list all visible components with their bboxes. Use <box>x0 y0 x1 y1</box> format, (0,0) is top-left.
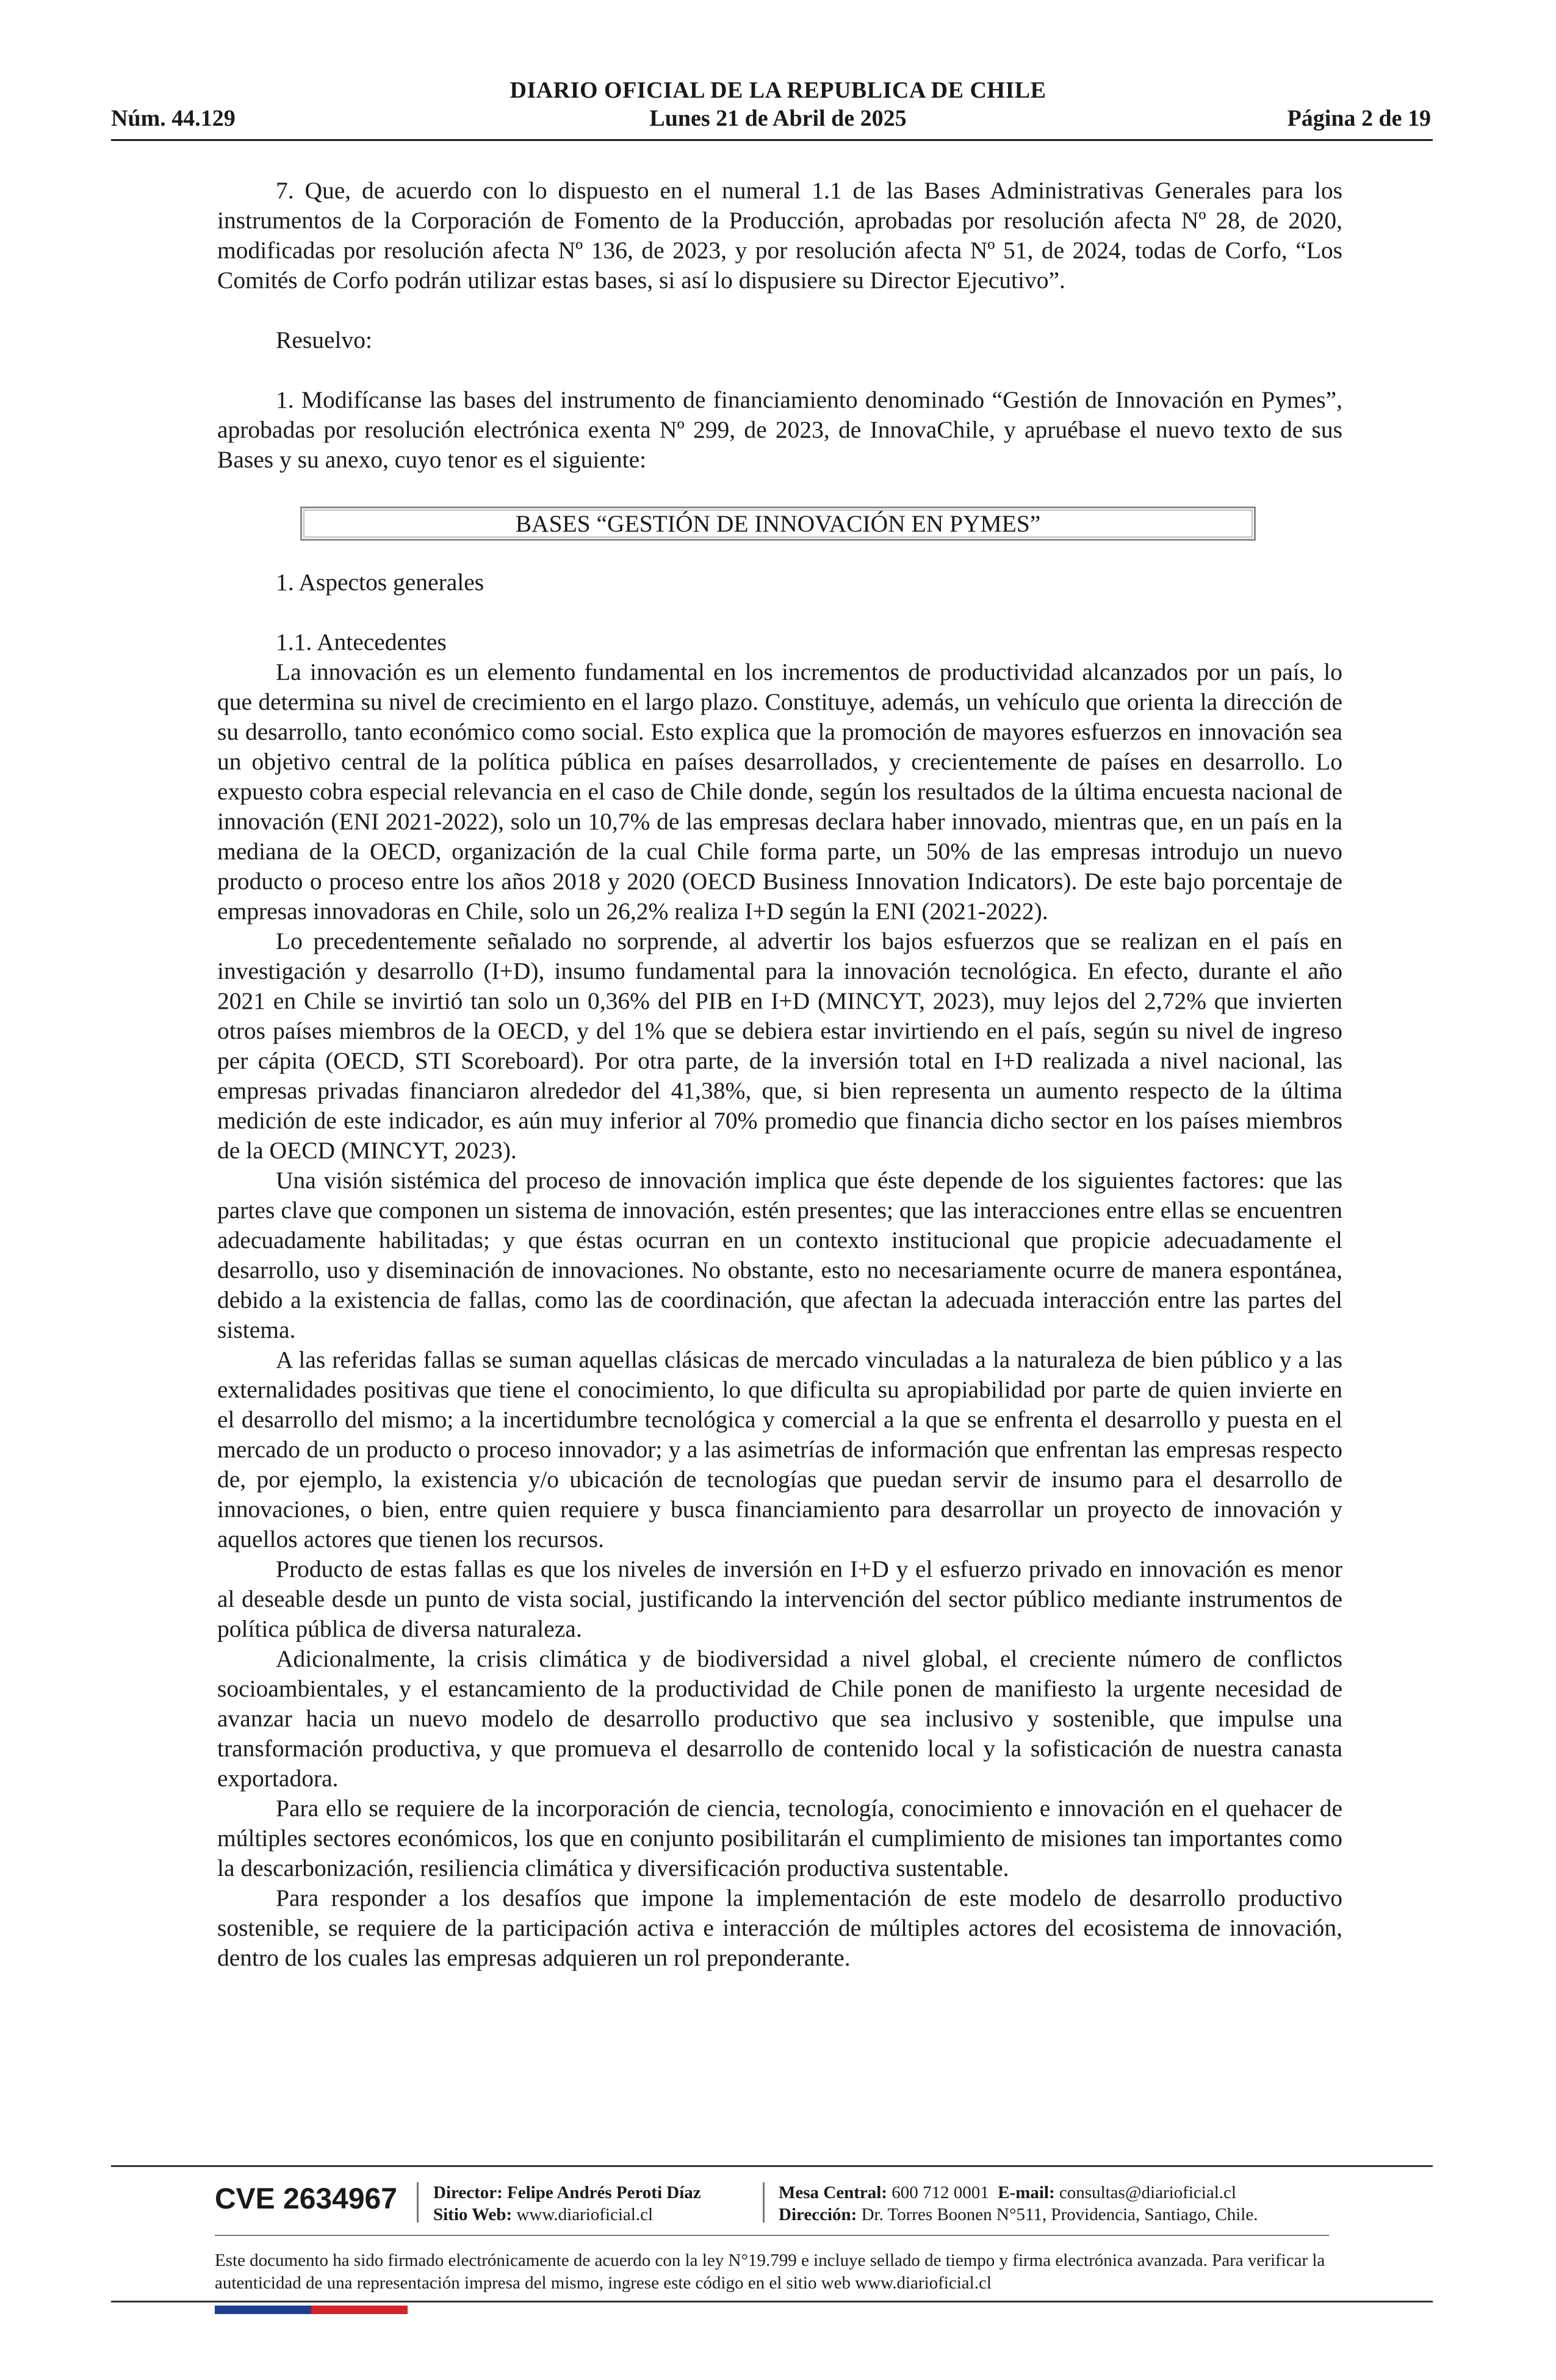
paragraph: Para responder a los desafíos que impone la implementación de este modelo de desarrollo productivo sostenible, se requiere de la participación activa e interacción de múltiples actores del ecosistema de innovación, dentro de los cuales las empresas adquieren un rol preponderante. <box>217 1884 1342 1971</box>
paragraph: A las referidas fallas se suman aquellas clásicas de mercado vinculadas a la naturaleza de bien público y a las externalidades positivas que tiene el conocimiento, lo que dificulta su apropiabilidad por parte de quien invierte en el desarrollo del mismo; a la incertidumbre tecnológica y comercial a la que se enfrenta el desarrollo y puesta en el mercado de un producto o proceso innovador; y a las asimetrías de información que enfrentan las empresas respecto de, por ejemplo, la existencia y/o ubicación de tecnologías que puedan servir de insumo para el desarrollo de innovaciones, o bien, entre quien requiere y busca financiamiento para desarrollar un proyecto de innovación y aquellos actores que tienen los recursos. <box>217 1346 1342 1552</box>
issue-number: Núm. 44.129 <box>111 106 236 131</box>
email-label: E-mail: <box>998 2183 1055 2202</box>
paragraph-resolution-1: 1. Modifícanse las bases del instrumento de financiamiento denominado “Gestión de Innovación en Pymes”, aprobadas por resolución electrónica exenta Nº 299, de 2023, de InnovaChile, y apruébase el nuevo texto de sus Bases y su anexo, cuyo tenor es el siguiente: <box>217 386 1342 473</box>
issue-date: Lunes 21 de Abril de 2025 <box>649 106 907 131</box>
director-name: Felipe Andrés Peroti Díaz <box>507 2183 701 2202</box>
paragraph: Lo precedentemente señalado no sorprende, al advertir los bajos esfuerzos que se realizan en el país en investigación y desarrollo (I+D), insumo fundamental para la innovación tecnológica. En efecto, durante el año 2021 en Chile se invirtió tan solo un 0,36% del PIB en I+D (MINCYT, 2023), muy lejos del 2,72% que invierten otros países miembros de la OECD, y del 1% que se debiera estar invirtiendo en el país, según su nivel de ingreso per cápita (OECD, STI Scoreboard). Por otra parte, de la inversión total en I+D realizada a nivel nacional, las empresas privadas financiaron alrededor del 41,38%, que, si bien representa un aumento respecto de la última medición de este indicador, es aún muy inferior al 70% promedio que financia dicho sector en los países miembros de la OECD (MINCYT, 2023). <box>217 928 1342 1164</box>
phone-label: Mesa Central: <box>779 2183 887 2202</box>
section-heading-1: 1. Aspectos generales <box>276 569 484 596</box>
newspaper-title: DIARIO OFICIAL DE LA REPUBLICA DE CHILE <box>510 78 1046 103</box>
flag-stripe-blue <box>215 2306 311 2314</box>
flag-stripe-red <box>311 2306 408 2314</box>
footer-divider-mid <box>215 2235 1329 2236</box>
site-label: Sitio Web: <box>433 2205 513 2224</box>
footer-divider-top <box>111 2165 1433 2167</box>
paragraph: La innovación es un elemento fundamental en los incrementos de productividad alcanzados por un país, lo que determina su nivel de crecimiento en el largo plazo. Constituye, además, un vehículo que orienta la dirección de su desarrollo, tanto económico como social. Esto explica que la promoción de mayores esfuerzos en innovación sea un objetivo central de la política pública en países desarrollados, y crecientemente de países en desarrollo. Lo expuesto cobra especial relevancia en el caso de Chile donde, según los resultados de la última encuesta nacional de innovación (ENI 2021-2022), solo un 10,7% de las empresas declara haber innovado, mientras que, en un país en la mediana de la OECD, organización de la cual Chile forma parte, un 50% de las empresas introdujo un nuevo producto o proceso entre los años 2018 y 2020 (OECD Business Innovation Indicators). De este bajo porcentaje de empresas innovadoras en Chile, solo un 26,2% realiza I+D según la ENI (2021-2022). <box>217 658 1342 925</box>
site-link[interactable]: www.diarioficial.cl <box>516 2205 654 2224</box>
paragraph: Producto de estas fallas es que los niveles de inversión en I+D y el esfuerzo privado en innovación es menor al deseable desde un punto de vista social, justificando la intervención del sector público mediante instrumentos de política pública de diversa naturaleza. <box>217 1556 1342 1642</box>
bases-title-box: BASES “GESTIÓN DE INNOVACIÓN EN PYMES” <box>300 507 1256 541</box>
cve-code: CVE 2634967 <box>215 2183 397 2215</box>
signature-notice: Este documento ha sido firmado electrónicamente de acuerdo con la ley N°19.799 e incluye sellado de tiempo y firma electrónica avanzada. Para verificar la autenticidad de una representación impresa del mismo, ingrese este código en el sitio web www.diarioficial.cl <box>215 2251 1325 2293</box>
paragraph: Una visión sistémica del proceso de innovación implica que éste depende de los siguientes factores: que las partes clave que componen un sistema de innovación, estén presentes; que las interacciones entre ellas se encuentren adecuadamente habilitadas; y que éstas ocurran en un contexto institucional que propicie adecuadamente el desarrollo, uso y diseminación de innovaciones. No obstante, esto no necesariamente ocurre de manera espontánea, debido a la existencia de fallas, como las de coordinación, que afectan la adecuada interacción entre las partes del sistema. <box>217 1167 1342 1343</box>
address-value: Dr. Torres Boonen N°511, Providencia, Santiago, Chile. <box>861 2205 1258 2224</box>
footer-separator <box>417 2182 419 2223</box>
footer-director-block <box>433 2182 701 2226</box>
paragraph-considerando-7: 7. Que, de acuerdo con lo dispuesto en el numeral 1.1 de las Bases Administrativas Generales para los instrumentos de la Corporación de Fomento de la Producción, aprobadas por resolución afecta Nº 28, de 2020, modificadas por resolución afecta Nº 136, de 2023, y por resolución afecta Nº 51, de 2024, todas de Corfo, “Los Comités de Corfo podrán utilizar estas bases, si así lo dispusiere su Director Ejecutivo”. <box>217 177 1342 294</box>
document-body <box>217 176 1342 1973</box>
address-label: Dirección: <box>779 2205 857 2224</box>
section-heading-1-1: 1.1. Antecedentes <box>276 629 447 655</box>
footer-divider-bottom <box>111 2301 1433 2302</box>
phone-value: 600 712 0001 <box>891 2183 989 2202</box>
paragraph: Para ello se requiere de la incorporación de ciencia, tecnología, conocimiento e innovación en el quehacer de múltiples sectores económicos, los que en conjunto posibilitarán el cumplimiento de misiones tan importantes como la descarbonización, resiliencia climática y diversificación productiva sustentable. <box>217 1795 1342 1881</box>
resuelvo-heading: Resuelvo: <box>276 326 372 353</box>
footer-contact-block <box>779 2182 1258 2226</box>
paragraph: Adicionalmente, la crisis climática y de biodiversidad a nivel global, el creciente número de conflictos socioambientales, y el estancamiento de la productividad de Chile ponen de manifiesto la urgente necesidad de avanzar hacia un nuevo modelo de desarrollo productivo que sea inclusivo y sostenible, que impulse una transformación productiva, y que promueva el desarrollo de contenido local y la sofisticación de nuestra canasta exportadora. <box>217 1645 1342 1792</box>
header-divider <box>111 139 1433 141</box>
email-link[interactable]: consultas@diarioficial.cl <box>1059 2183 1236 2202</box>
footer-separator <box>763 2182 765 2223</box>
director-label: Director: <box>433 2183 503 2202</box>
page-indicator: Página 2 de 19 <box>1287 106 1431 131</box>
